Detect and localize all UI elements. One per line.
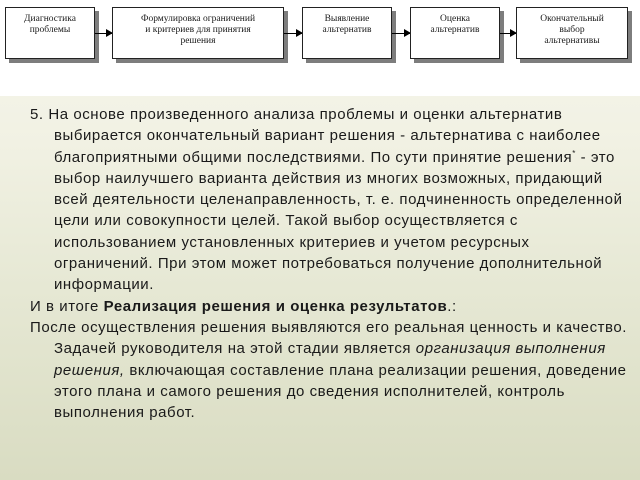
paragraph-conclusion bbox=[30, 296, 630, 317]
body-text bbox=[30, 104, 630, 423]
step-criteria-box bbox=[112, 7, 284, 59]
conclusion-heading: Реализация решения и оценка результатов bbox=[103, 297, 448, 315]
implementation-text: После осуществления решения выявляются его реальная ценность и качество. Задачей руководителя на этой стадии является bbox=[30, 318, 628, 358]
step-alternatives-box bbox=[302, 7, 392, 59]
step-label: Оценка альтернатив bbox=[430, 14, 480, 35]
flow-arrow bbox=[500, 33, 516, 34]
conclusion-suffix: .: bbox=[447, 297, 457, 315]
step-label: Выявление альтернатив bbox=[322, 14, 372, 35]
implementation-text-tail: включающая составление плана реализации решения, доведение этого плана и самого решения до сведения исполнителей, контроль выполнения работ. bbox=[54, 361, 627, 422]
step-diagnosis-box bbox=[5, 7, 95, 59]
step-label: Диагностика проблемы bbox=[24, 14, 76, 35]
conclusion-prefix: И в итоге bbox=[30, 297, 104, 315]
step-label: Формулировка ограничений и критериев для принятия решения bbox=[140, 14, 256, 46]
paragraph-step-5 bbox=[30, 104, 630, 296]
step-label: Окончательный выбор альтернативы bbox=[540, 14, 604, 46]
step-evaluation-box bbox=[410, 7, 500, 59]
footnote-mark: * bbox=[572, 148, 576, 158]
paragraph-number: 5. bbox=[30, 106, 44, 123]
flow-arrow bbox=[392, 33, 410, 34]
paragraph-implementation bbox=[30, 317, 630, 423]
flow-arrow bbox=[284, 33, 302, 34]
paragraph-text-tail: - это выбор наилучшего варианта действия из многих возможных, придающий всей деятельности целенаправленность, т. е. подчиненность определенной цели или совокупности целей. Такой выбор осуществляется с использованием установленных критериев и учетом ресурсных ограничений. При этом может потребоваться получение дополнительной информации. bbox=[54, 148, 623, 294]
flow-arrow bbox=[95, 33, 112, 34]
implementation-italic: организация выполнения решения, bbox=[54, 340, 606, 379]
paragraph-text: На основе произведенного анализа проблемы и оценки альтернатив выбирается окончательный вариант решения - альтернатива с наиболее благоприятными общими последствиями. По сути принятие решения bbox=[48, 106, 601, 166]
decision-process-diagram bbox=[0, 0, 640, 96]
step-final-choice-box bbox=[516, 7, 628, 59]
